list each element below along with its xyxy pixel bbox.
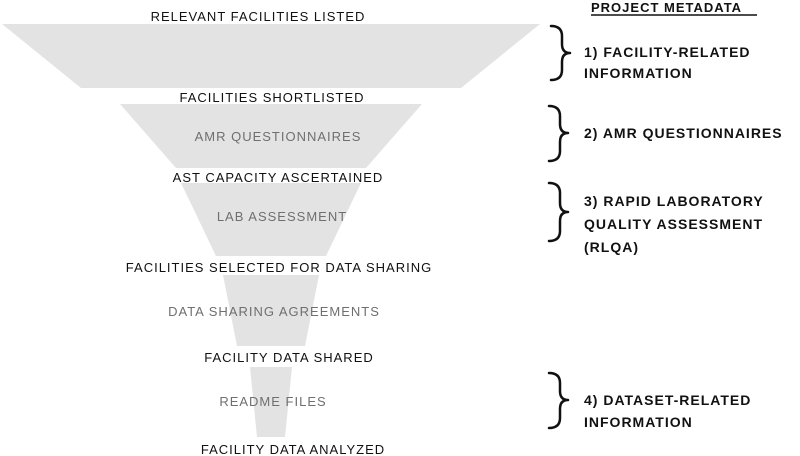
stage-label-listed: RELEVANT FACILITIES LISTED xyxy=(150,9,366,24)
brace-icon-3 xyxy=(549,183,568,241)
process-label-lab-assessment: LAB ASSESSMENT xyxy=(216,209,348,224)
brace-icon-4 xyxy=(549,373,568,428)
process-label-data-sharing-agreements: DATA SHARING AGREEMENTS xyxy=(168,304,380,319)
brace-icon-2 xyxy=(549,106,568,161)
stage-label-shortlisted: FACILITIES SHORTLISTED xyxy=(179,90,365,105)
process-label-readme-files: README FILES xyxy=(219,394,327,409)
metadata-item-1-line-2: INFORMATION xyxy=(584,65,693,81)
metadata-item-4-line-2: INFORMATION xyxy=(584,414,693,430)
funnel-band-1 xyxy=(2,24,540,88)
brace-icon-1 xyxy=(551,26,570,80)
metadata-item-2-line-1: 2) AMR QUESTIONNAIRES xyxy=(584,125,783,141)
funnel-bands xyxy=(2,24,540,437)
metadata-item-3-line-1: 3) RAPID LABORATORY xyxy=(584,193,764,209)
stage-label-data-shared: FACILITY DATA SHARED xyxy=(204,350,374,365)
metadata-item-4-line-1: 4) DATASET-RELATED xyxy=(584,392,752,408)
metadata-title: PROJECT METADATA xyxy=(591,0,743,15)
metadata-item-3-line-2: QUALITY ASSESSMENT xyxy=(584,216,764,232)
stage-label-selected: FACILITIES SELECTED FOR DATA SHARING xyxy=(125,260,433,275)
metadata-item-1-line-1: 1) FACILITY-RELATED xyxy=(584,44,751,60)
process-label-amr-questionnaires: AMR QUESTIONNAIRES xyxy=(194,129,362,144)
project-metadata xyxy=(549,0,783,430)
stage-label-ast-capacity: AST CAPACITY ASCERTAINED xyxy=(172,170,384,185)
stage-label-data-analyzed: FACILITY DATA ANALYZED xyxy=(200,442,386,456)
metadata-item-3-line-3: (RLQA) xyxy=(584,239,639,255)
